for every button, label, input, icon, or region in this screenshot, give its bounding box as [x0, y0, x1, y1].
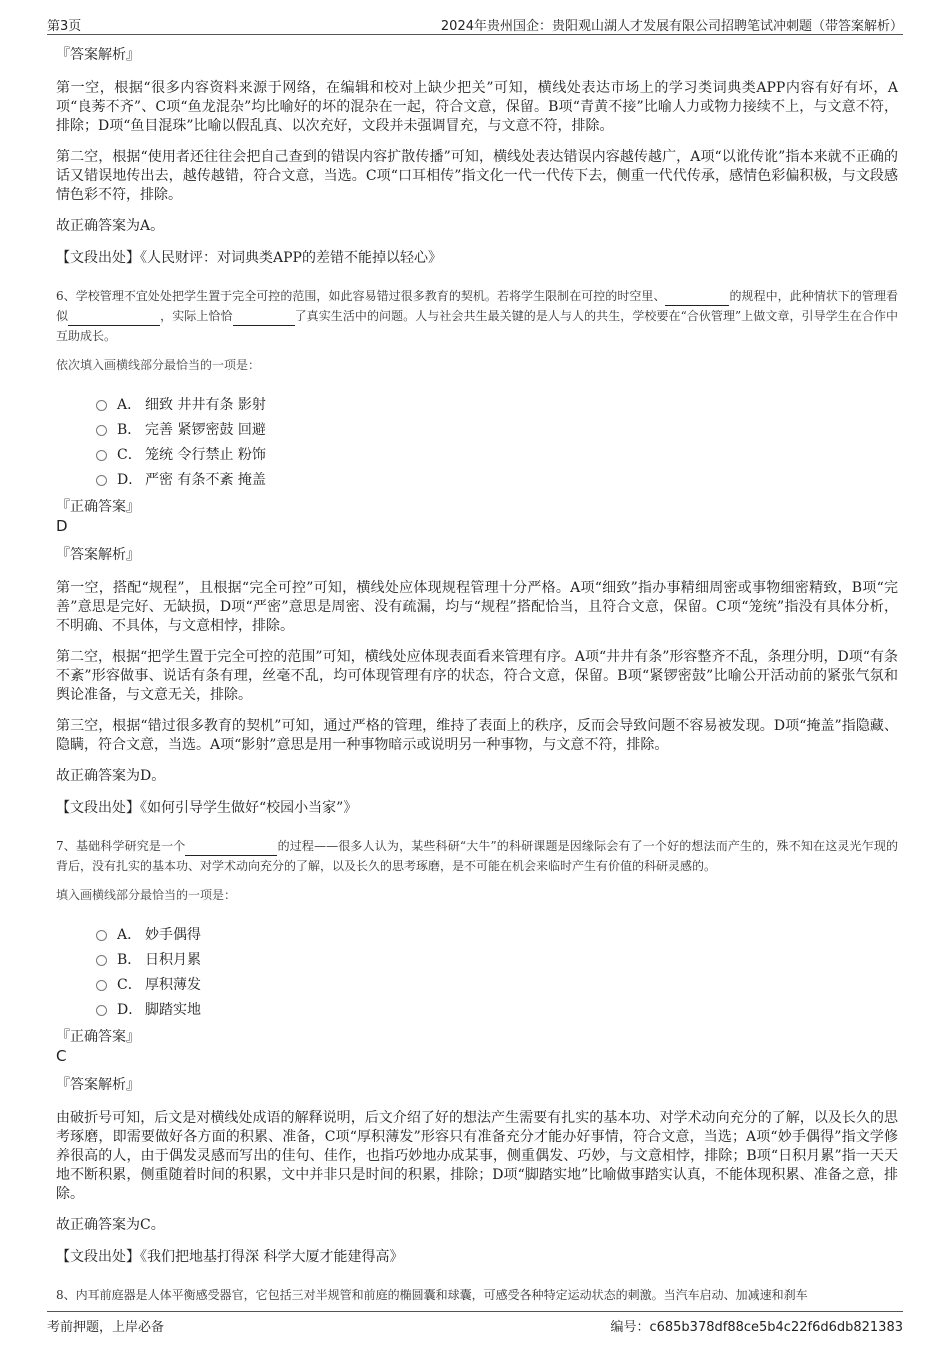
- radio-icon[interactable]: [96, 930, 107, 941]
- footer-slogan: 考前押题，上岸必备: [47, 1320, 165, 1335]
- radio-icon[interactable]: [96, 1005, 107, 1016]
- conclusion: 故正确答案为D。: [56, 768, 166, 784]
- question-7-options: [56, 921, 898, 1021]
- page-footer: [47, 1311, 903, 1334]
- correct-answer: D: [56, 517, 68, 535]
- analysis-paragraph: 第二空，根据“使用者还往往会把自己查到的错误内容扩散传播”可知，横线处表达错误内容越传越广，A项“以讹传讹”指本来就不正确的话又错误地传出去，越传越错，符合文意，当选。C项“口耳相传”指文化一代一代传下去，侧重一代代传承，感情色彩偏积极，与文段感情色彩不符，排除。: [56, 149, 898, 203]
- radio-icon[interactable]: [96, 980, 107, 991]
- radio-icon[interactable]: [96, 475, 107, 486]
- document-title: 2024年贵州国企：贵阳观山湖人才发展有限公司招聘笔试冲刺题（带答案解析）: [440, 19, 903, 34]
- option-d[interactable]: D． 严密 有条不紊 掩盖: [96, 466, 898, 491]
- analysis-label: 『答案解析』: [56, 1077, 140, 1093]
- question-7-prompt: 填入画横线部分最恰当的一项是：: [56, 888, 237, 902]
- source-line: 【文段出处】《如何引导学生做好“校园小当家”》: [56, 800, 358, 816]
- option-b[interactable]: B． 完善 紧锣密鼓 回避: [96, 416, 898, 441]
- option-c[interactable]: C． 笼统 令行禁止 粉饰: [96, 441, 898, 466]
- blank: [665, 291, 729, 306]
- option-b[interactable]: B． 日积月累: [96, 946, 898, 971]
- source-line: 【文段出处】《人民财评：对词典类APP的差错不能掉以轻心》: [56, 250, 442, 266]
- question-7-stem: 7、基础科学研究是一个 的过程——很多人认为，某些科研“大牛”的科研课题是因缘际会有了一个好的想法而产生的，殊不知在这灵光乍现的背后，没有扎实的基本功、对学术动向充分的了解，以及长久的思考琢磨，是不可能在机会来临时产生有价值的科研灵感的。: [56, 839, 899, 873]
- blank: [68, 311, 160, 326]
- question-6-stem: 6、学校管理不宜处处把学生置于完全可控的范围，如此容易错过很多教育的契机。若将学生限制在可控的时空里、 的规程中，此种情状下的管理看似 ，实际上恰恰 了真实生活中的问题。人与社会共生最关键的是人与人的共生，学校要在“合伙管理”上做文章，引导学生在合作中互助成长。: [56, 289, 898, 343]
- analysis-paragraph: 第二空，根据“把学生置于完全可控的范围”可知，横线处应体现表面看来管理有序。A项“井井有条”形容整齐不乱，条理分明，D项“有条不紊”形容做事、说话有条有理，丝毫不乱，均可体现管理有序的状态，符合文意，保留。B项“紧锣密鼓”比喻公开活动前的紧张气氛和舆论准备，与文意无关，排除。: [56, 649, 898, 703]
- question-8-stem: 8、内耳前庭器是人体平衡感受器官，它包括三对半规管和前庭的椭圆囊和球囊，可感受各种特定运动状态的刺激。当汽车启动、加减速和刹车: [56, 1288, 808, 1302]
- analysis-label: 『答案解析』: [56, 547, 140, 563]
- analysis-paragraph: 由破折号可知，后文是对横线处成语的解释说明，后文介绍了好的想法产生需要有扎实的基本功、对学术动向充分的了解，以及长久的思考琢磨，即需要做好各方面的积累、准备，C项“厚积薄发”形容只有准备充分才能办好事情，符合文意，当选；A项“妙手偶得”指文学修养很高的人，由于偶发灵感而写出的佳句、佳作，也指巧妙地办成某事，侧重偶发、巧妙，与文意相悖，排除；B项“日积月累”指一天天地不断积累，侧重随着时间的积累，文中并非只是时间的积累，排除；D项“脚踏实地”比喻做事踏实认真，不能体现积累、准备之意，排除。: [56, 1110, 898, 1202]
- correct-answer: C: [56, 1047, 67, 1065]
- radio-icon[interactable]: [96, 450, 107, 461]
- option-d[interactable]: D． 脚踏实地: [96, 996, 898, 1021]
- analysis-label: 『答案解析』: [56, 47, 140, 63]
- option-c[interactable]: C． 厚积薄发: [96, 971, 898, 996]
- question-6-prompt: 依次填入画横线部分最恰当的一项是：: [56, 358, 261, 372]
- radio-icon[interactable]: [96, 955, 107, 966]
- radio-icon[interactable]: [96, 400, 107, 411]
- blank: [233, 311, 295, 326]
- blank: [185, 841, 277, 856]
- analysis-paragraph: 第三空，根据“错过很多教育的契机”可知，通过严格的管理，维持了表面上的秩序，反而会导致问题不容易被发现。D项“掩盖”指隐藏、隐瞒，符合文意，当选。A项“影射”意思是用一种事物暗示或说明另一种事物，与文意不符，排除。: [56, 718, 898, 753]
- correct-answer-label: 『正确答案』: [56, 1029, 140, 1045]
- page-number: 第3页: [47, 19, 82, 34]
- conclusion: 故正确答案为A。: [56, 218, 165, 234]
- radio-icon[interactable]: [96, 425, 107, 436]
- analysis-paragraph: 第一空，根据“很多内容资料来源于网络，在编辑和校对上缺少把关”可知，横线处表达市场上的学习类词典类APP内容有好有坏，A项“良莠不齐”、C项“鱼龙混杂”均比喻好的坏的混杂在一起，符合文意，保留。B项“青黄不接”比喻人力或物力接续不上，与文意不符，排除；D项“鱼目混珠”比喻以假乱真、以次充好，文段并未强调冒充，与文意不符，排除。: [56, 80, 898, 134]
- page-content: [56, 45, 898, 1315]
- option-a[interactable]: A． 细致 井井有条 影射: [96, 391, 898, 416]
- correct-answer-label: 『正确答案』: [56, 499, 140, 515]
- source-line: 【文段出处】《我们把地基打得深 科学大厦才能建得高》: [56, 1249, 404, 1265]
- analysis-paragraph: 第一空，搭配“规程”，且根据“完全可控”可知，横线处应体现规程管理十分严格。A项“细致”指办事精细周密或事物细密精致，B项“完善”意思是完好、无缺损，D项“严密”意思是周密、没有疏漏，均与“规程”搭配恰当，且符合文意，保留。C项“笼统”指没有具体分析，不明确、不具体，与文意相悖，排除。: [56, 580, 898, 634]
- question-6-options: [56, 391, 898, 491]
- option-a[interactable]: A． 妙手偶得: [96, 921, 898, 946]
- page-header: [47, 12, 903, 35]
- conclusion: 故正确答案为C。: [56, 1217, 165, 1233]
- document-id: 编号：c685b378df88ce5b4c22f6d6db821383: [610, 1320, 903, 1335]
